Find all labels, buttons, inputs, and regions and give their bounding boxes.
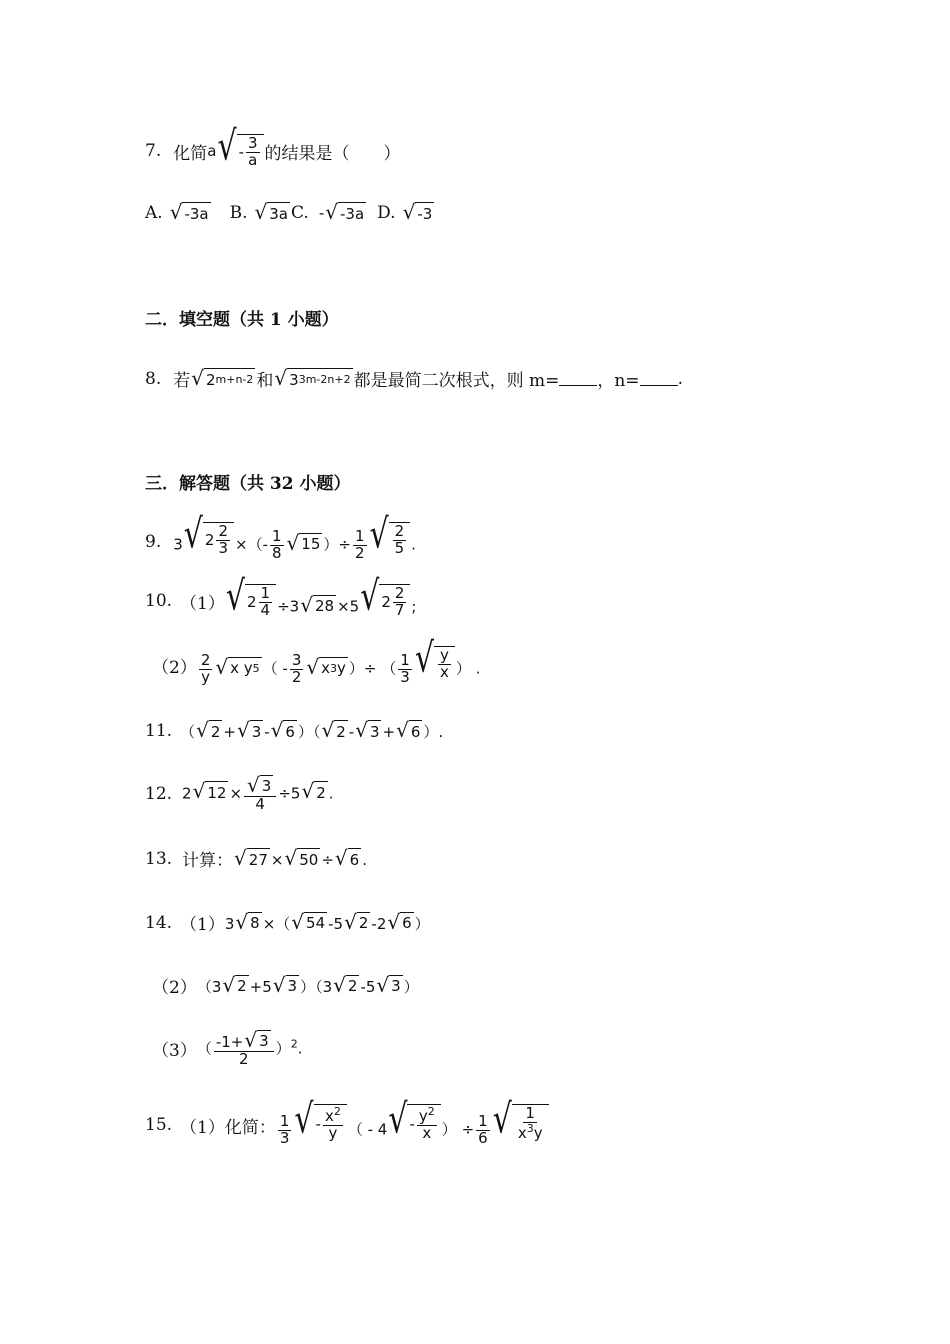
question-14-part-3 <box>152 1030 302 1068</box>
section-title: 二．填空题（共 1 小题） <box>145 310 339 330</box>
option-label: D. <box>377 202 396 223</box>
question-number: 9. <box>145 531 162 552</box>
question-15 <box>145 1095 550 1147</box>
part-label: （2） <box>152 978 197 998</box>
part-label: （2） <box>152 658 197 679</box>
exponent: m+n-2 <box>215 373 254 386</box>
question-11 <box>145 720 443 742</box>
option-label: A. <box>145 202 163 223</box>
option-value: -3a <box>338 202 366 223</box>
frac-den: a <box>248 150 258 169</box>
math-var: a <box>207 142 217 161</box>
question-9 <box>145 510 416 562</box>
base: 2 <box>205 370 216 389</box>
question-text: （1）化简： <box>180 1117 276 1138</box>
frac-num: 3 <box>247 134 258 152</box>
question-text: 化简 <box>173 143 208 164</box>
answer-blank[interactable] <box>559 371 597 386</box>
radical: √ - $\frac{3}{a}$ <box>217 134 263 169</box>
radical: √ -3a <box>325 200 365 224</box>
math-expression: （ -1+ √ 3 2 ）$^2$. <box>196 1028 303 1068</box>
question-text: 都是最简二次根式，则 m= <box>353 371 560 391</box>
question-number: 15. <box>145 1115 173 1136</box>
radical: √ 3 3m-2n+2 <box>274 366 351 390</box>
option-label: B. <box>229 202 248 223</box>
radical: √ 2 m+n-2 <box>191 366 254 390</box>
math-expression: （3 √ 2 +5 √ 3 ）（3 √ 2 -5 √ 3 ） <box>196 972 419 997</box>
question-10-part-1 <box>145 572 417 620</box>
question-text: 和 <box>256 371 274 391</box>
radical: √ 3a <box>254 200 288 224</box>
question-7-options <box>145 202 435 223</box>
question-12 <box>145 775 334 813</box>
question-number: 10. <box>145 591 173 612</box>
question-text: 若 <box>173 371 191 391</box>
question-number: 14. <box>145 912 173 933</box>
math-expression: $\frac{2}{y}$ √ x y 5 （ - $\frac{3}{2}$ √ x 3 y ）÷ （ $\frac{1}{3}$ √ y x ） . <box>200 634 481 686</box>
question-7 <box>145 122 401 170</box>
exponent: 3m-2n+2 <box>298 373 351 386</box>
question-number: 11. <box>145 721 173 741</box>
question-number: 13. <box>145 848 173 869</box>
math-expression: （ √ 2 + √ 3 - √ 6 ）（ √ 2 - √ 3 + √ 6 ）. <box>180 718 444 742</box>
question-number: 12. <box>145 783 173 804</box>
question-14-part-2 <box>152 973 419 998</box>
math-expression: 3 √ 2 2 3 ×（- $\frac{1}{8}$ √ 15 ）÷ $\frac{1}{2}$ √ 2 5 . <box>173 510 416 562</box>
math-expression: √ 2 1 4 ÷3 √ 28 ×5 √ 2 2 7 ; <box>225 572 417 620</box>
part-label: （1） <box>180 915 225 935</box>
math-expression: $\frac{1}{3}$ √ - $x^2$ y （ - 4 √ - $y^2$ x ） ÷ $\frac{1}{6}$ √ 1 $x^3y$ <box>276 1104 550 1146</box>
option-value: 3a <box>267 202 290 223</box>
option-value: -3 <box>415 202 434 223</box>
answer-blank[interactable] <box>640 371 678 386</box>
section-title: 三．解答题（共 32 小题） <box>145 474 351 494</box>
option-label: C. <box>291 202 309 223</box>
question-number: 7. <box>145 141 162 162</box>
question-text: ，n= <box>597 371 640 391</box>
base: 3 <box>289 370 299 389</box>
part-label: （1） <box>180 593 225 614</box>
question-8 <box>145 366 683 391</box>
question-text: 的结果是（ ） <box>264 143 401 164</box>
question-number: 8. <box>145 368 162 389</box>
question-text: . <box>677 368 683 389</box>
radical: √ -3 <box>402 200 433 224</box>
math-expression: 2 √ 12 × √ 3 4 ÷5 √ 2 . <box>182 773 334 813</box>
math-sign: - <box>318 203 325 222</box>
math-expression: 3 √ 8 ×（ √ 54 -5 √ 2 -2 √ 6 ） <box>224 909 430 934</box>
question-text: 计算： <box>182 851 234 871</box>
question-14-part-1 <box>145 910 430 935</box>
part-label: （3） <box>152 1041 197 1062</box>
math-expression: √ 27 × √ 50 ÷ √ 6 . <box>234 846 367 870</box>
radical: √ -3a <box>169 200 209 224</box>
question-10-part-2 <box>152 634 481 686</box>
question-13 <box>145 846 367 871</box>
option-value: -3a <box>182 202 210 223</box>
